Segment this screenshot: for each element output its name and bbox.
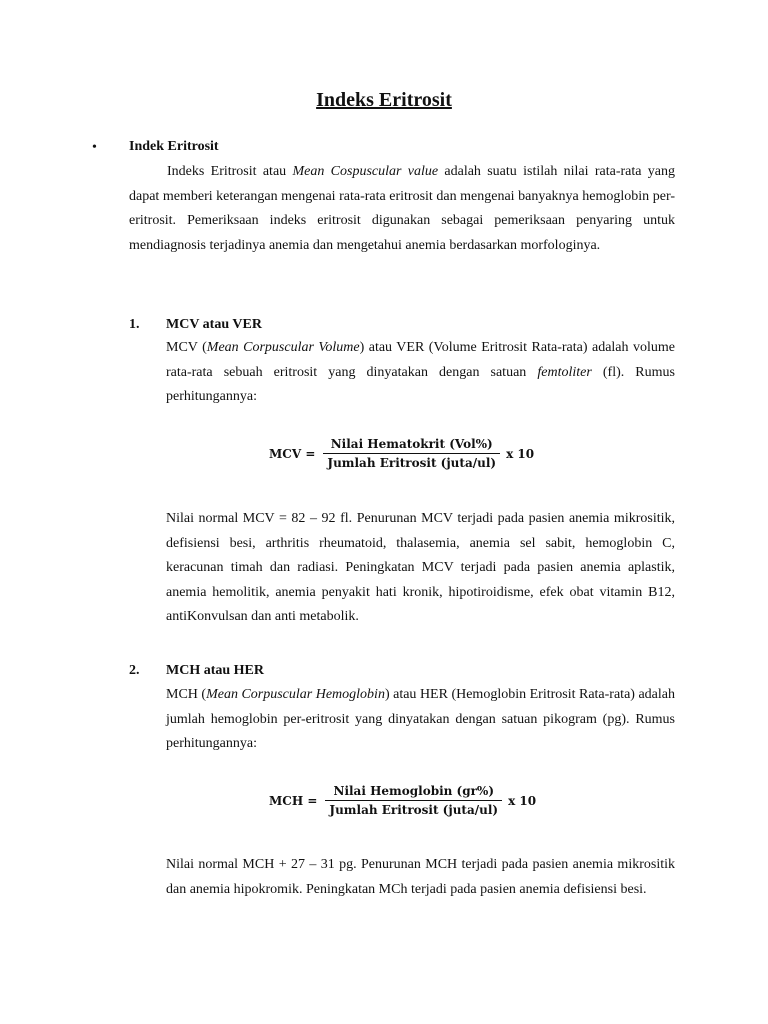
formula-factor: x 10: [506, 446, 535, 461]
intro-paragraph: Indeks Eritrosit atau Mean Cospuscular value adalah suatu istilah nilai rata-rata yang dapat memberi keterangan mengenai rata-rata eritrosit dan mengenai banyaknya hemoglobin per-eritrosit. Pemeriksaan indeks eritrosit digunakan sebagai pemeriksaan penyaring untuk mendiagnosis terjadinya anemia dan mengetahui anemia berdasarkan morfologinya.: [129, 164, 675, 253]
formula-denominator: Jumlah Eritrosit (juta/ul): [323, 453, 500, 470]
document-title: Indeks Eritrosit: [316, 89, 452, 111]
item-number: 2.: [129, 663, 140, 678]
mch-normal-paragraph: Nilai normal MCH + 27 – 31 pg. Penurunan MCH terjadi pada pasien anemia mikrositik dan anemia hipokromik. Peningkatan MCh terjadi pada pasien anemia defisiensi besi.: [166, 857, 675, 897]
formula-fraction: [323, 437, 500, 470]
mcv-normal-paragraph: Nilai normal MCV = 82 – 92 fl. Penurunan MCV terjadi pada pasien anemia mikrositik, defisiensi besi, arthritis rheumatoid, thalasemia, anemia sel sabit, hemoglobin C, keracunan timah dan radiasi. Peningkatan MCV terjadi pada pasien anemia aplastik, anemia hemolitik, anemia penyakit hati kronik, hipotiroidisme, efek obat vitamin B12, antiKonvulsan dan anti metabolik.: [166, 511, 675, 624]
formula-numerator: Nilai Hemoglobin (gr%): [333, 784, 495, 798]
formula-lhs: MCH =: [269, 793, 318, 808]
item-heading-mcv: MCV atau VER: [166, 317, 262, 332]
bullet-marker: •: [92, 140, 97, 155]
item-heading-mch: MCH atau HER: [166, 663, 264, 678]
item-number: 1.: [129, 317, 140, 332]
formula-factor: x 10: [508, 793, 537, 808]
formula-numerator: Nilai Hematokrit (Vol%): [330, 437, 493, 451]
formula-fraction: [325, 784, 502, 817]
formula-denominator: Jumlah Eritrosit (juta/ul): [325, 800, 502, 817]
formula-lhs: MCV =: [269, 446, 316, 461]
mch-formula: [269, 784, 536, 817]
mcv-definition: MCV (Mean Corpuscular Volume) atau VER (Volume Eritrosit Rata-rata) adalah volume rata-rata sebuah eritrosit yang dinyatakan dengan satuan femtoliter (fl). Rumus perhitungannya:: [166, 340, 675, 404]
section-heading: Indek Eritrosit: [129, 139, 219, 154]
mch-definition: MCH (Mean Corpuscular Hemoglobin) atau HER (Hemoglobin Eritrosit Rata-rata) adalah jumlah hemoglobin per-eritrosit yang dinyatakan dengan satuan pikogram (pg). Rumus perhitungannya:: [166, 687, 675, 751]
mcv-formula: [269, 437, 534, 470]
